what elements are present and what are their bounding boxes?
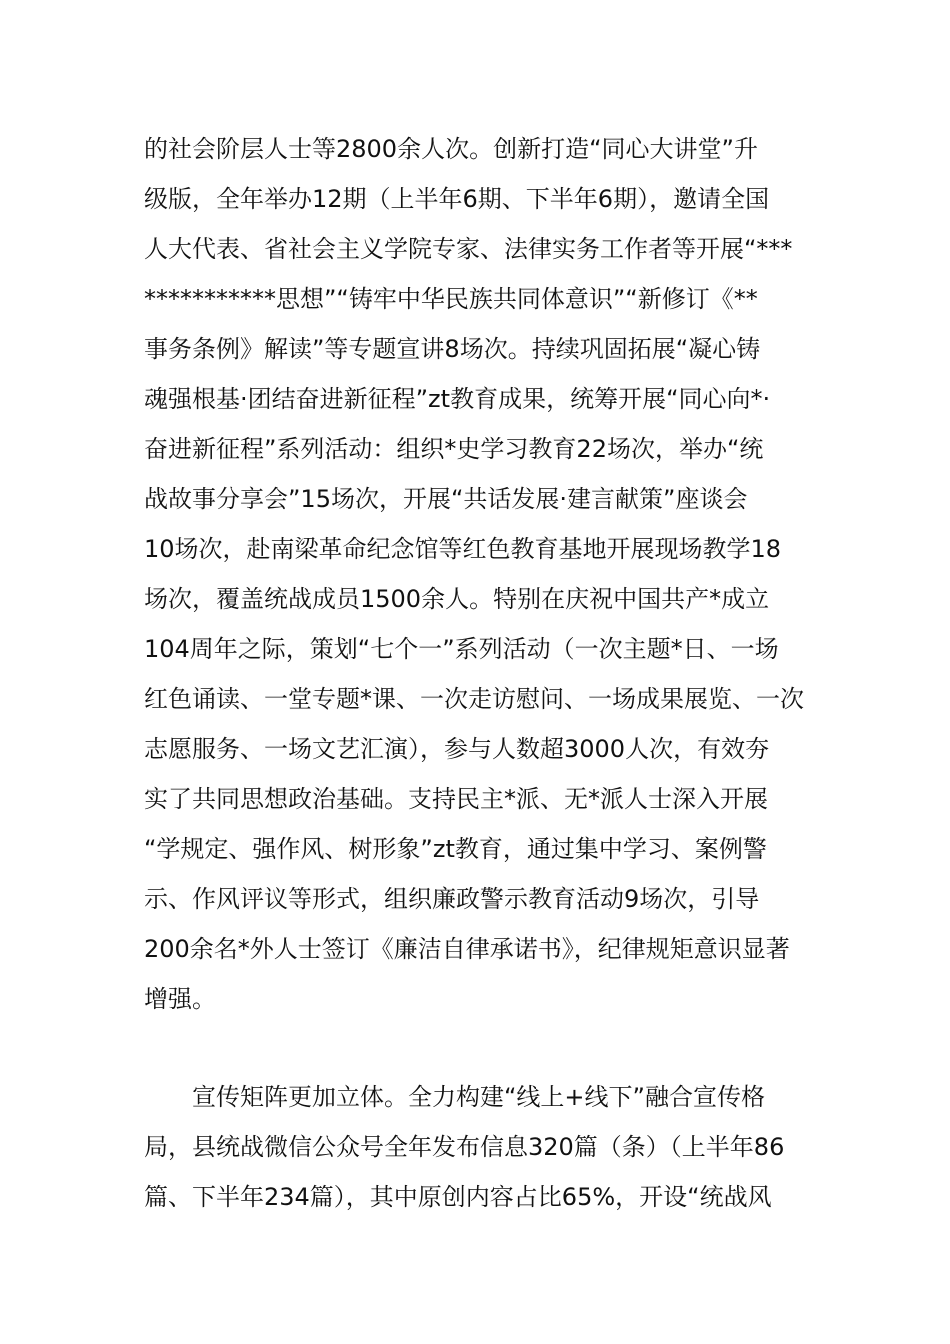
text-line: 魂强根基·团结奋进新征程”zt教育成果，统筹开展“同心向*· — [144, 385, 771, 413]
text-line: 10场次，赴南梁革命纪念馆等红色教育基地开展现场教学18 — [144, 535, 782, 563]
text-line: 示、作风评议等形式，组织廉政警示教育活动9场次，引导 — [144, 885, 760, 913]
text-line: 奋进新征程”系列活动：组织*史学习教育22场次，举办“统 — [144, 435, 764, 463]
text-line: 篇、下半年234篇），其中原创内容占比65%，开设“统战风 — [144, 1183, 772, 1211]
body-paragraph-1 — [144, 124, 814, 1024]
text-line: 实了共同思想政治基础。支持民主*派、无*派人士深入开展 — [144, 785, 768, 813]
text-line: 场次，覆盖统战成员1500余人。特别在庆祝中国共产*成立 — [144, 585, 770, 613]
text-line: 事务条例》解读”等专题宣讲8场次。持续巩固拓展“凝心铸 — [144, 335, 761, 363]
text-line: 人大代表、省社会主义学院专家、法律实务工作者等开展“*** — [144, 235, 793, 263]
text-line: 级版，全年举办12期（上半年6期、下半年6期），邀请全国 — [144, 185, 770, 213]
text-line: 宣传矩阵更加立体。全力构建“线上+线下”融合宣传格 — [192, 1083, 765, 1111]
text-line: ***********思想”“铸牢中华民族共同体意识”“新修订《** — [144, 285, 758, 313]
text-line: 的社会阶层人士等2800余人次。创新打造“同心大讲堂”升 — [144, 135, 758, 163]
text-line: 200余名*外人士签订《廉洁自律承诺书》，纪律规矩意识显著 — [144, 935, 790, 963]
text-line: 104周年之际，策划“七个一”系列活动（一次主题*日、一场 — [144, 635, 779, 663]
text-line: 增强。 — [144, 985, 216, 1013]
text-line: 志愿服务、一场文艺汇演），参与人数超3000人次，有效夯 — [144, 735, 770, 763]
body-paragraph-2 — [144, 1072, 814, 1222]
text-line: “学规定、强作风、树形象”zt教育，通过集中学习、案例警 — [144, 835, 767, 863]
text-line: 战故事分享会”15场次，开展“共话发展·建言献策”座谈会 — [144, 485, 748, 513]
text-line: 局，县统战微信公众号全年发布信息320篇（条）（上半年86 — [144, 1133, 785, 1161]
text-line: 红色诵读、一堂专题*课、一次走访慰问、一场成果展览、一次 — [144, 685, 804, 713]
